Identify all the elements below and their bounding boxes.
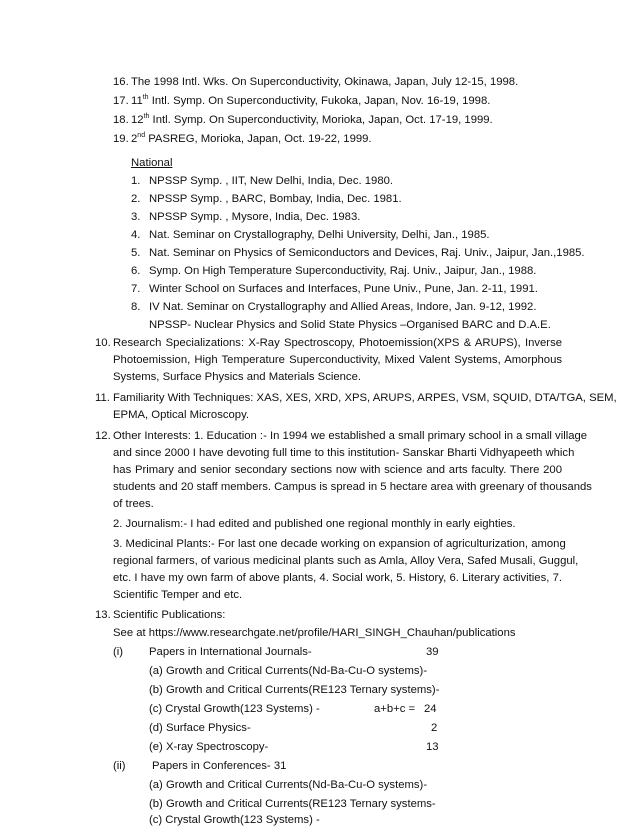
list-item-text: Winter School on Surfaces and Interfaces, Pune Univ., Pune, Jan. 2-11, 1991. [149,283,538,295]
list-item-text: NPSSP Symp. , BARC, Bombay, India, Dec. 1981. [149,193,402,205]
count-value: 39 [426,646,439,658]
list-number: 2. [131,193,141,205]
paragraph-line: of trees. [113,498,154,510]
paragraph-line: EPMA, Optical Microscopy. [113,409,250,421]
count-value: 24 [424,703,437,715]
list-number: 8. [131,301,141,313]
roman-numeral: (ii) [113,760,126,772]
list-item-text: 11th Intl. Symp. On Superconductivity, Fukoka, Japan, Nov. 16-19, 1998. [131,94,491,107]
paragraph-line: Scientific Temper and etc. [113,589,243,601]
section-heading: Scientific Publications: [113,609,226,621]
list-item-text: Symp. On High Temperature Superconductivity, Raj. Univ., Jaipur, Jan., 1988. [149,265,537,277]
sublist-item: (c) Crystal Growth(123 Systems) - [149,814,320,826]
list-number: 19. [113,133,129,145]
list-number: 5. [131,247,141,259]
paragraph-line: has Primary and senior secondary sections now with science and arts faculty. There 200 [113,464,562,476]
list-number: 6. [131,265,141,277]
list-item-text: NPSSP Symp. , Mysore, India, Dec. 1983. [149,211,361,223]
sublist-heading: Papers in International Journals- [149,646,312,658]
sublist-heading: Papers in Conferences- 31 [152,760,287,772]
paragraph-line: 2. Journalism:- I had edited and published one regional monthly in early eighties. [113,518,516,530]
paragraph-line: Familiarity With Techniques: XAS, XES, XRD, XPS, ARUPS, ARPES, VSM, SQUID, DTA/TGA, SEM, [113,392,617,404]
sublist-item: (b) Growth and Critical Currents(RE123 Ternary systems- [149,798,436,810]
section-heading: National [131,157,173,169]
list-number: 11. [95,392,110,404]
sublist-item: (e) X-ray Spectroscopy- [149,741,269,753]
sublist-item: (a) Growth and Critical Currents(Nd-Ba-Cu-O systems)- [149,665,428,677]
list-item-text: 12th Intl. Symp. On Superconductivity, Morioka, Japan, Oct. 17-19, 1999. [131,113,493,126]
paragraph-line: etc. I have my own farm of above plants, 4. Social work, 5. History, 6. Literary activities, 7. [113,572,562,584]
paragraph-line: regional farmers, of various medicinal plants such as Amla, Alloy Vera, Safed Musali, Guggul, [113,555,579,567]
list-number: 13. [95,609,111,621]
paragraph-line: Research Specializations: X-Ray Spectroscopy, Photoemission(XPS & ARUPS), Inverse [113,337,562,349]
list-item-text: NPSSP Symp. , IIT, New Delhi, India, Dec. 1980. [149,175,394,187]
list-number: 1. [131,175,141,187]
list-number: 4. [131,229,141,241]
footnote-text: NPSSP- Nuclear Physics and Solid State Physics –Organised BARC and D.A.E. [149,319,551,331]
list-number: 7. [131,283,141,295]
list-number: 3. [131,211,141,223]
paragraph-line: and since 2000 I have devoting full time to this institution- Sanskar Bharti Vidhyapeeth which [113,447,575,459]
paragraph-line: 3. Medicinal Plants:- For last one decade working on expansion of agriculturization, among [113,538,566,550]
sublist-item: (a) Growth and Critical Currents(Nd-Ba-Cu-O systems)- [149,779,428,791]
list-number: 18. [113,114,129,126]
roman-numeral: (i) [113,646,124,658]
list-item-text: Nat. Seminar on Physics of Semiconductors and Devices, Raj. Univ., Jaipur, Jan.,1985. [149,247,585,259]
sum-formula: a+b+c = [374,703,416,715]
sublist-item: (b) Growth and Critical Currents(RE123 Ternary systems)- [149,684,440,696]
paragraph-line: Systems, Surface Physics and Materials Science. [113,371,362,383]
list-number: 16. [113,76,129,88]
paragraph-line: Other Interests: 1. Education :- In 1994 we established a small primary school in a small village [113,430,588,442]
list-item-text: The 1998 Intl. Wks. On Superconductivity, Okinawa, Japan, July 12-15, 1998. [131,76,519,88]
list-item-text: IV Nat. Seminar on Crystallography and Allied Areas, Indore, Jan. 9-12, 1992. [149,301,537,313]
list-number: 17. [113,95,129,107]
paragraph-line: students and 20 staff members. Campus is spread in 5 hectare area with greenary of thousands [113,481,592,493]
paragraph-line: Photoemission, High Temperature Superconductivity, Mixed Valent Systems, Amorphous [113,354,562,366]
list-item-text: 2nd PASREG, Morioka, Japan, Oct. 19-22, 1999. [131,132,372,145]
list-number: 10. [95,337,111,349]
sublist-item: (d) Surface Physics- [149,722,251,734]
count-value: 13 [426,741,439,753]
list-number: 12. [95,430,111,442]
list-item-text: Nat. Seminar on Crystallography, Delhi University, Delhi, Jan., 1985. [149,229,490,241]
sublist-item: (c) Crystal Growth(123 Systems) - [149,703,320,715]
publications-link[interactable]: See at https://www.researchgate.net/profile/HARI_SINGH_Chauhan/publications [113,627,516,639]
count-value: 2 [431,722,438,734]
